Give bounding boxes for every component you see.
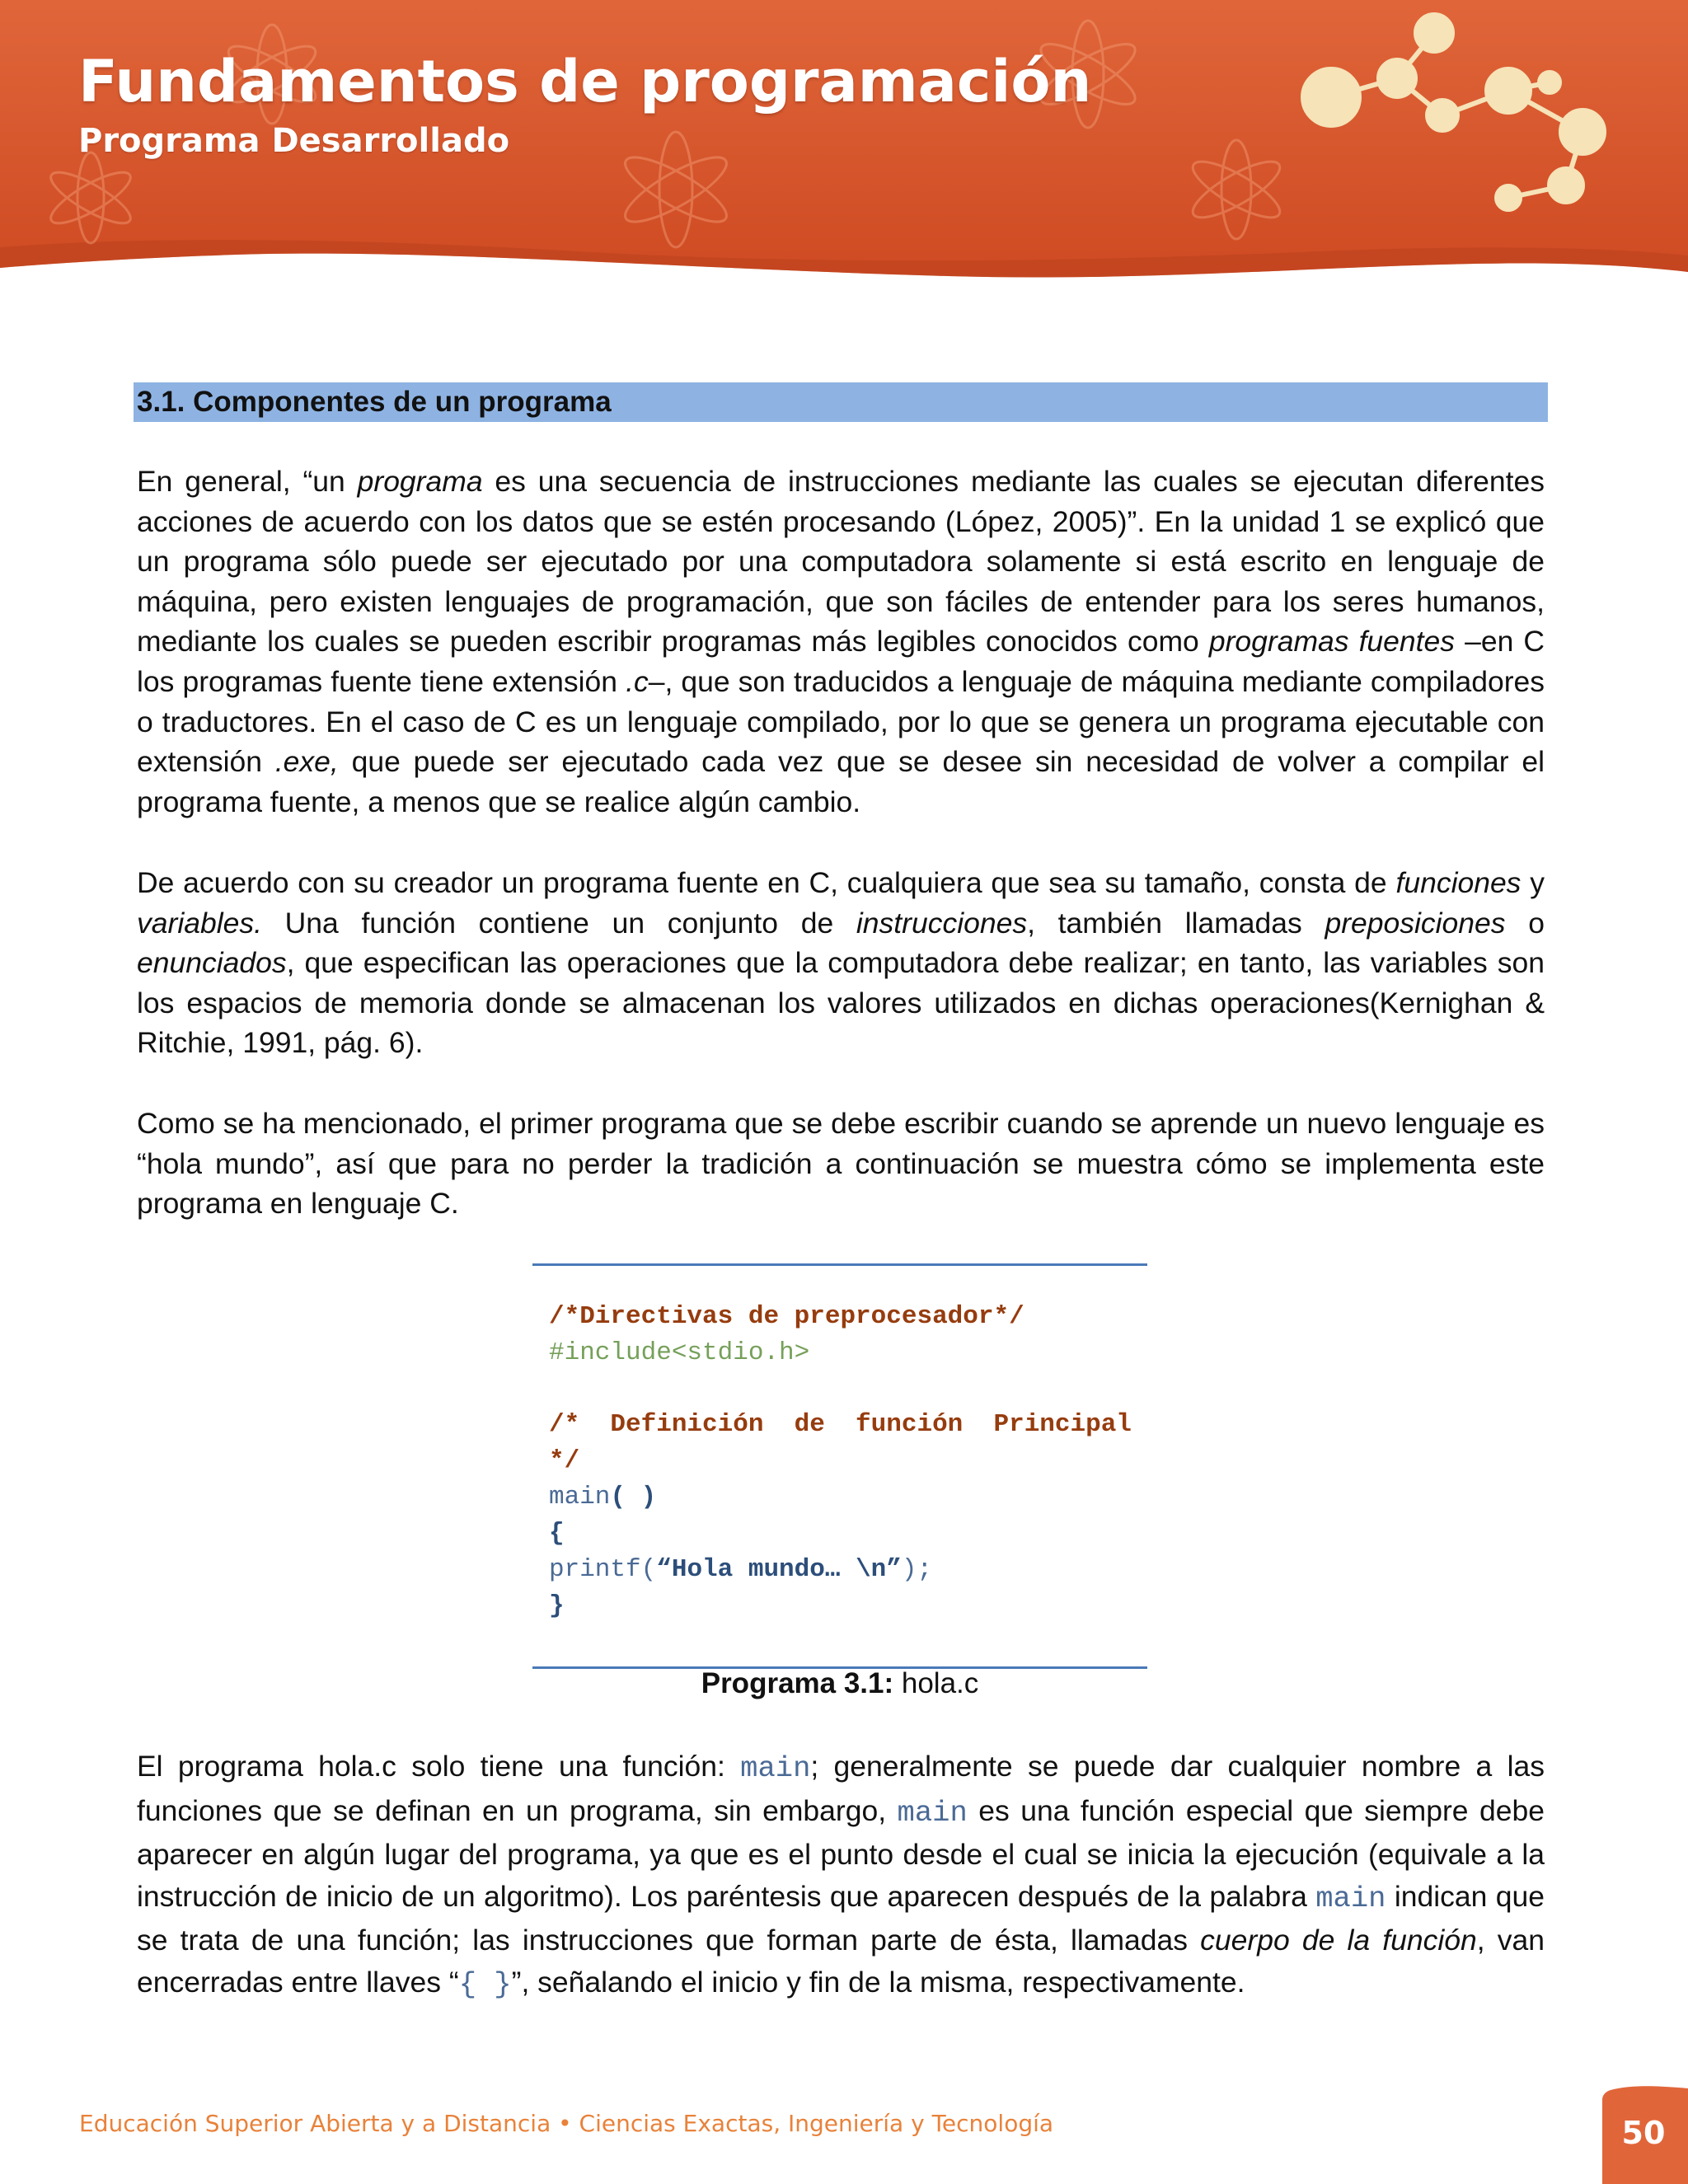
code-line-7: printf(“Hola mundo… \n”); bbox=[549, 1555, 933, 1584]
code-caption: Programa 3.1: hola.c bbox=[701, 1667, 979, 1699]
paragraph-4: El programa hola.c solo tiene una función: main; generalmente se puede dar cualquier nombre a las funciones que se definan en un programa, sin embargo, main es una función especial que siempre debe aparecer en algún lugar del programa, ya que es el punto desde el cual se inicia la ejecución (equivale a la instrucción de inicio de un algoritmo). Los paréntesis que aparecen después de la palabra main indican que se trata de una función; las instrucciones que forman parte de ésta, llamadas cuerpo de la función, van encerradas entre llaves “{ }”, señalando el inicio y fin de la misma, respectivamente. bbox=[137, 1750, 1545, 2001]
code-line-3: /* Definición de función Principal bbox=[549, 1410, 1132, 1439]
page-number: 50 bbox=[1621, 2115, 1666, 2151]
page-header bbox=[0, 0, 1688, 297]
section-heading: 3.1. Componentes de un programa bbox=[134, 382, 1548, 422]
paragraph-2: De acuerdo con su creador un programa fuente en C, cualquiera que sea su tamaño, consta de funciones y variables. Una función contiene un conjunto de instrucciones, también llamadas preposiciones o enunciados, que especifican las operaciones que la computadora debe realizar; en tanto, las variables son los espacios de memoria donde se almacenan los valores utilizados en dichas operaciones(Kernighan & Ritchie, 1991, pág. 6). bbox=[137, 866, 1545, 1060]
code-line-2: #include<stdio.h> bbox=[549, 1338, 810, 1367]
code-line-5: main( ) bbox=[549, 1483, 657, 1511]
code-line-6: { bbox=[549, 1519, 565, 1548]
code-listing bbox=[532, 1263, 1147, 1669]
paragraph-1: En general, “un programa es una secuencia de instrucciones mediante las cuales se ejecutan diferentes acciones de acuerdo con los datos que se estén procesando (López, 2005)”. En la unidad 1 se explicó que un programa sólo puede ser ejecutado por una computadora solamente si está escrito en lenguaje de máquina, pero existen lenguajes de programación, que son fáciles de entender para los seres humanos, mediante los cuales se pueden escribir programas más legibles conocidos como programas fuentes –en C los programas fuente tiene extensión .c–, que son traducidos a lenguaje de máquina mediante compiladores o traductores. En el caso de C es un lenguaje compilado, por lo que se genera un programa ejecutable con extensión .exe, que puede ser ejecutado cada vez que se desee sin necesidad de volver a compilar el programa fuente, a menos que se realice algún cambio. bbox=[137, 465, 1545, 818]
footer-text: Educación Superior Abierta y a Distancia • Ciencias Exactas, Ingeniería y Tecnología bbox=[79, 2110, 1054, 2137]
document-subtitle: Programa Desarrollado bbox=[78, 122, 510, 160]
code-line-1: /*Directivas de preprocesador*/ bbox=[549, 1302, 1025, 1331]
document-title: Fundamentos de programación bbox=[78, 48, 1092, 115]
code-line-4: */ bbox=[549, 1446, 580, 1475]
code-line-8: } bbox=[549, 1591, 565, 1620]
paragraph-3: Como se ha mencionado, el primer programa que se debe escribir cuando se aprende un nuevo lenguaje es “hola mundo”, así que para no perder la tradición a continuación se muestra cómo se implementa este programa en lenguaje C. bbox=[137, 1107, 1545, 1221]
